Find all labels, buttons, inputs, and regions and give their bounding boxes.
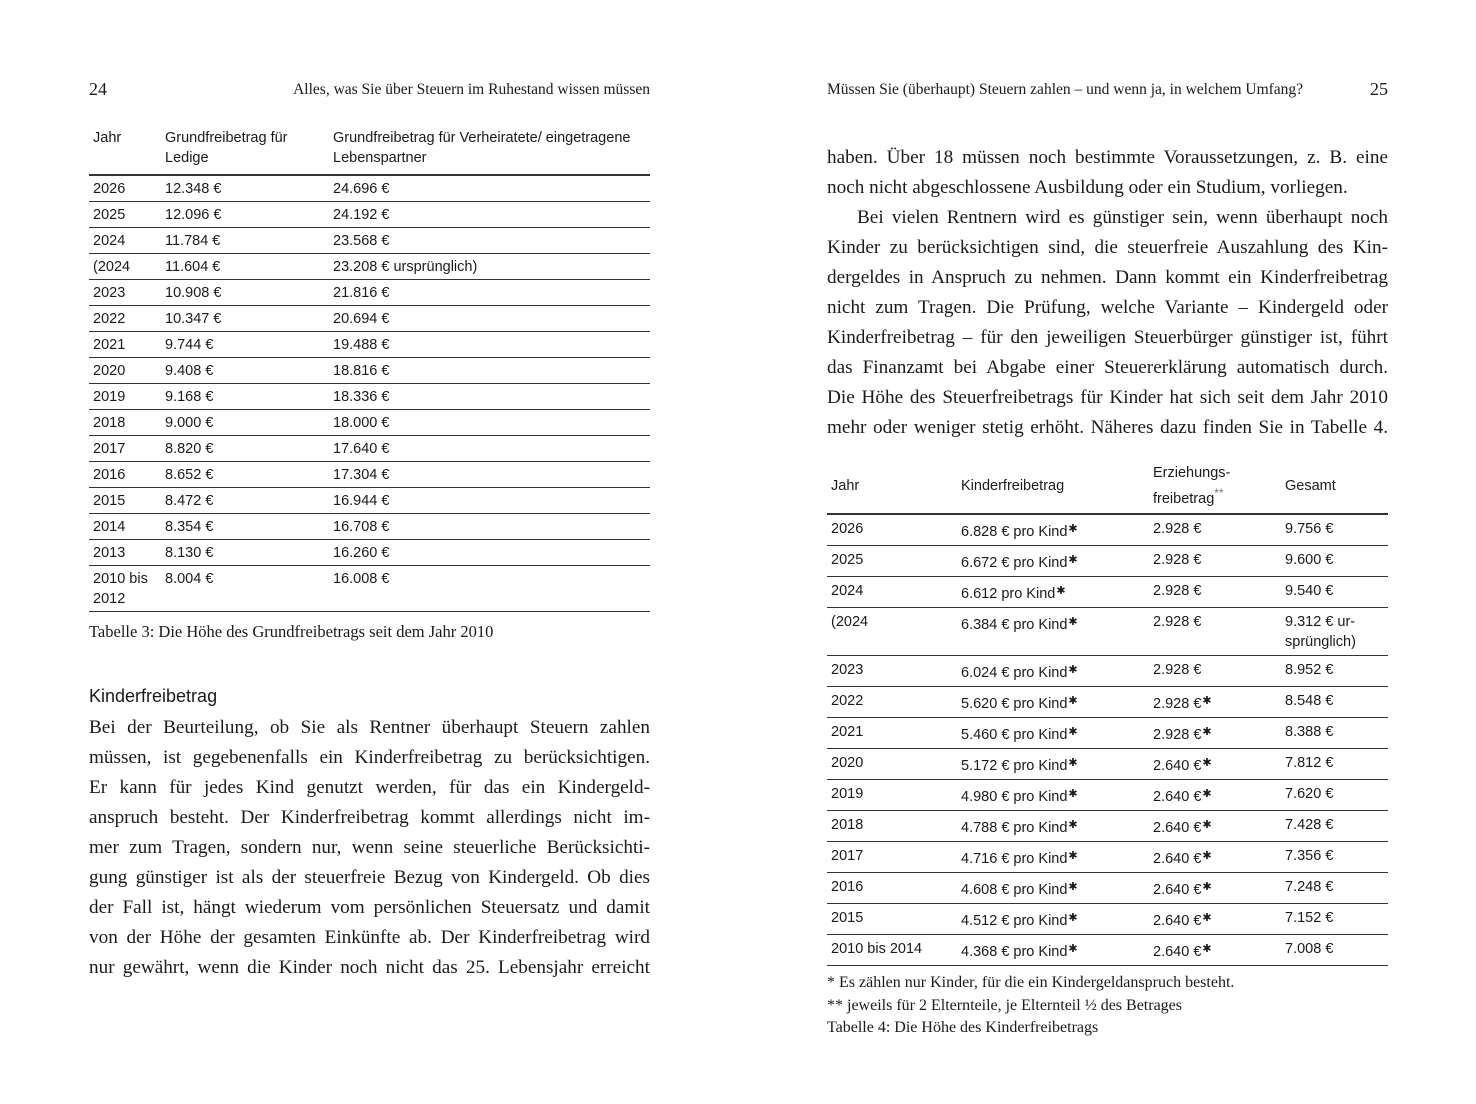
cell-gesamt-text: 8.548 € xyxy=(1285,692,1334,709)
asterisk-icon: ✱ xyxy=(1202,756,1212,769)
table-row xyxy=(89,514,650,540)
cell-year-text: 2021 xyxy=(831,723,864,740)
text-line: mer zum Tragen, sondern nur, wenn seine steuerliche Berücksichti- xyxy=(89,837,650,858)
asterisk-icon: ✱ xyxy=(1056,584,1066,597)
cell-kinderfreibetrag-text: 4.788 € pro Kind xyxy=(961,819,1068,836)
cell-ledige: 9.408 € xyxy=(161,358,329,384)
cell-ledige: 9.168 € xyxy=(161,384,329,410)
cell-year-text: 2023 xyxy=(831,661,864,678)
cell-year-text: 2016 xyxy=(831,878,864,895)
cell-year: 2024 xyxy=(89,228,161,254)
text-line: gung günstiger ist als der steuerfreie Bezug von Kindergeld. Ob dies xyxy=(89,867,650,888)
cell-erziehungsfreibetrag-text: 2.928 € xyxy=(1153,695,1202,712)
table-row xyxy=(827,872,1388,903)
cell-kinderfreibetrag-text: 6.024 € pro Kind xyxy=(961,664,1068,681)
cell-erziehungsfreibetrag xyxy=(1149,810,1281,841)
col-header-erziehungsfreibetrag xyxy=(1149,463,1281,514)
cell-kinderfreibetrag-text: 5.620 € pro Kind xyxy=(961,695,1068,712)
cell-year xyxy=(827,655,957,686)
cell-year: 2016 xyxy=(89,462,161,488)
asterisk-icon: ✱ xyxy=(1202,942,1212,955)
cell-ledige: 8.820 € xyxy=(161,436,329,462)
cell-kinderfreibetrag xyxy=(957,748,1149,779)
table-row xyxy=(89,540,650,566)
cell-erziehungsfreibetrag xyxy=(1149,655,1281,686)
asterisk-icon: ✱ xyxy=(1202,787,1212,800)
body-paragraph xyxy=(827,143,1388,443)
cell-verheiratete: 19.488 € xyxy=(329,332,650,358)
cell-kinderfreibetrag xyxy=(957,576,1149,607)
body-paragraph xyxy=(89,713,650,983)
asterisk-icon: ✱ xyxy=(1202,849,1212,862)
cell-gesamt-text: 7.620 € xyxy=(1285,785,1334,802)
cell-erziehungsfreibetrag xyxy=(1149,717,1281,748)
cell-verheiratete: 23.568 € xyxy=(329,228,650,254)
asterisk-icon: ✱ xyxy=(1202,880,1212,893)
table-row xyxy=(89,358,650,384)
cell-verheiratete: 17.304 € xyxy=(329,462,650,488)
cell-ledige: 12.096 € xyxy=(161,202,329,228)
cell-year xyxy=(827,872,957,903)
cell-year: 2023 xyxy=(89,280,161,306)
asterisk-icon: ✱ xyxy=(1068,694,1078,707)
cell-ledige: 9.000 € xyxy=(161,410,329,436)
text-line: Er kann für jedes Kind genutzt werden, für das ein Kindergeld- xyxy=(89,777,650,798)
text-line: haben. Über 18 müssen noch bestimmte Voraussetzungen, z. B. eine xyxy=(827,147,1388,168)
col-header-verheiratete: Grundfreibetrag für Verheiratete/ eingetragene Lebenspartner xyxy=(333,130,631,166)
cell-gesamt xyxy=(1281,903,1388,934)
cell-gesamt xyxy=(1281,576,1388,607)
cell-erziehungsfreibetrag xyxy=(1149,903,1281,934)
col-header-jahr: Jahr xyxy=(93,130,122,146)
asterisk-icon: ✱ xyxy=(1202,694,1212,707)
text-line: nicht zum Tragen. Die Prüfung, welche Variante – Kindergeld oder xyxy=(827,297,1388,318)
cell-year-text: 2024 xyxy=(831,582,864,599)
cell-verheiratete: 18.336 € xyxy=(329,384,650,410)
cell-year xyxy=(827,717,957,748)
cell-kinderfreibetrag xyxy=(957,607,1149,655)
cell-kinderfreibetrag xyxy=(957,903,1149,934)
cell-ledige: 8.004 € xyxy=(161,566,329,612)
cell-gesamt-text: 7.248 € xyxy=(1285,878,1334,895)
table-row xyxy=(89,462,650,488)
cell-kinderfreibetrag-text: 5.460 € pro Kind xyxy=(961,726,1068,743)
cell-year: 2025 xyxy=(89,202,161,228)
text-line: von der Höhe der gesamten Einkünfte ab. Der Kinderfreibetrag wird xyxy=(89,927,650,948)
cell-erziehungsfreibetrag xyxy=(1149,514,1281,546)
right-page xyxy=(827,0,1388,1104)
cell-gesamt xyxy=(1281,686,1388,717)
cell-year-text: 2015 xyxy=(831,909,864,926)
cell-verheiratete: 17.640 € xyxy=(329,436,650,462)
footnote: * Es zählen nur Kinder, für die ein Kindergeldanspruch besteht. xyxy=(827,974,1235,991)
asterisk-icon: ✱ xyxy=(1068,911,1078,924)
cell-year: 2018 xyxy=(89,410,161,436)
cell-erziehungsfreibetrag-text: 2.640 € xyxy=(1153,881,1202,898)
cell-verheiratete: 16.944 € xyxy=(329,488,650,514)
page-number: 24 xyxy=(89,79,107,99)
cell-gesamt xyxy=(1281,655,1388,686)
text-line: Bei vielen Rentnern wird es günstiger sein, wenn überhaupt noch xyxy=(857,207,1388,228)
cell-year-text: 2026 xyxy=(831,520,864,537)
cell-gesamt-text: 9.756 € xyxy=(1285,520,1334,537)
cell-erziehungsfreibetrag-text: 2.928 € xyxy=(1153,520,1202,537)
table-header-row xyxy=(89,128,650,175)
table-kinderfreibetrag xyxy=(827,463,1388,966)
cell-gesamt xyxy=(1281,514,1388,546)
table-row xyxy=(89,254,650,280)
cell-ledige: 8.130 € xyxy=(161,540,329,566)
cell-erziehungsfreibetrag-text: 2.928 € xyxy=(1153,582,1202,599)
table-row xyxy=(89,566,650,612)
running-head xyxy=(827,80,1388,102)
cell-year: 2026 xyxy=(89,175,161,202)
cell-erziehungsfreibetrag xyxy=(1149,748,1281,779)
cell-year-text: 2020 xyxy=(831,754,864,771)
col-header-jahr: Jahr xyxy=(831,477,860,494)
text-line: Kinder zu berücksichtigen sind, die steuerfreie Auszahlung des Kin- xyxy=(827,237,1388,258)
cell-year: 2015 xyxy=(89,488,161,514)
table-row xyxy=(827,903,1388,934)
col-header-gesamt: Gesamt xyxy=(1285,477,1336,494)
cell-verheiratete: 21.816 € xyxy=(329,280,650,306)
left-page xyxy=(89,0,650,1104)
cell-ledige: 8.354 € xyxy=(161,514,329,540)
cell-year-text: 2010 bis 2014 xyxy=(831,940,923,957)
asterisk-icon: ✱ xyxy=(1202,911,1212,924)
table-row xyxy=(827,779,1388,810)
asterisk-icon: ✱ xyxy=(1068,522,1078,535)
cell-gesamt xyxy=(1281,872,1388,903)
cell-kinderfreibetrag-text: 6.384 € pro Kind xyxy=(961,616,1068,633)
col-header-text: Erziehungs- freibetrag xyxy=(1153,465,1231,507)
cell-year: (2024 xyxy=(89,254,161,280)
cell-gesamt-text: 9.312 € ur- sprünglich) xyxy=(1285,613,1356,650)
cell-year xyxy=(827,748,957,779)
cell-kinderfreibetrag xyxy=(957,934,1149,965)
table-row xyxy=(827,655,1388,686)
cell-kinderfreibetrag-text: 4.512 € pro Kind xyxy=(961,912,1068,929)
cell-gesamt xyxy=(1281,934,1388,965)
asterisk-icon: ✱ xyxy=(1068,615,1078,628)
cell-verheiratete: 16.260 € xyxy=(329,540,650,566)
table-row xyxy=(827,841,1388,872)
cell-year-text: 2025 xyxy=(831,551,864,568)
cell-gesamt-text: 9.540 € xyxy=(1285,582,1334,599)
running-head-title: Müssen Sie (überhaupt) Steuern zahlen – und wenn ja, in welchem Umfang? xyxy=(827,81,1304,98)
cell-erziehungsfreibetrag xyxy=(1149,841,1281,872)
cell-year xyxy=(827,607,957,655)
cell-erziehungsfreibetrag-text: 2.640 € xyxy=(1153,850,1202,867)
cell-year: 2013 xyxy=(89,540,161,566)
table-row xyxy=(89,202,650,228)
table-row xyxy=(89,332,650,358)
cell-kinderfreibetrag-text: 6.828 € pro Kind xyxy=(961,523,1068,540)
text-line: nur gewährt, wenn die Kinder noch nicht das 25. Lebensjahr erreicht xyxy=(89,957,650,978)
table-caption: Tabelle 4: Die Höhe des Kinderfreibetrags xyxy=(827,1019,1099,1036)
cell-year xyxy=(827,934,957,965)
table-header-row xyxy=(827,463,1388,514)
cell-ledige: 10.908 € xyxy=(161,280,329,306)
footnote-mark: ** xyxy=(1214,486,1224,500)
cell-kinderfreibetrag xyxy=(957,717,1149,748)
cell-verheiratete: 16.708 € xyxy=(329,514,650,540)
cell-erziehungsfreibetrag-text: 2.640 € xyxy=(1153,788,1202,805)
cell-gesamt-text: 7.428 € xyxy=(1285,816,1334,833)
cell-ledige: 10.347 € xyxy=(161,306,329,332)
cell-erziehungsfreibetrag xyxy=(1149,545,1281,576)
text-line: noch nicht abgeschlossene Ausbildung oder ein Studium, vorliegen. xyxy=(827,177,1348,198)
cell-kinderfreibetrag-text: 5.172 € pro Kind xyxy=(961,757,1068,774)
text-line: der Fall ist, hängt wiederum vom persönlichen Steuersatz und damit xyxy=(89,897,650,918)
cell-gesamt-text: 7.356 € xyxy=(1285,847,1334,864)
table-row xyxy=(827,717,1388,748)
cell-erziehungsfreibetrag-text: 2.640 € xyxy=(1153,819,1202,836)
cell-kinderfreibetrag xyxy=(957,655,1149,686)
cell-kinderfreibetrag xyxy=(957,514,1149,546)
cell-verheiratete: 20.694 € xyxy=(329,306,650,332)
table-row xyxy=(827,748,1388,779)
cell-kinderfreibetrag-text: 4.608 € pro Kind xyxy=(961,881,1068,898)
cell-verheiratete: 23.208 € ursprünglich) xyxy=(329,254,650,280)
page-number: 25 xyxy=(1370,79,1388,99)
cell-ledige: 12.348 € xyxy=(161,175,329,202)
cell-ledige: 11.604 € xyxy=(161,254,329,280)
table-row xyxy=(827,934,1388,965)
cell-ledige: 11.784 € xyxy=(161,228,329,254)
cell-verheiratete: 24.192 € xyxy=(329,202,650,228)
text-line: das Finanzamt bei Abgabe einer Steuererklärung automatisch durch. xyxy=(827,357,1388,378)
cell-year xyxy=(827,779,957,810)
table-row xyxy=(89,384,650,410)
cell-gesamt xyxy=(1281,810,1388,841)
cell-erziehungsfreibetrag-text: 2.640 € xyxy=(1153,757,1202,774)
cell-year-text: (2024 xyxy=(831,613,869,630)
cell-kinderfreibetrag xyxy=(957,841,1149,872)
cell-erziehungsfreibetrag xyxy=(1149,872,1281,903)
col-header-kinderfreibetrag: Kinderfreibetrag xyxy=(961,477,1065,494)
cell-verheiratete: 18.816 € xyxy=(329,358,650,384)
cell-erziehungsfreibetrag-text: 2.928 € xyxy=(1153,661,1202,678)
cell-year-text: 2018 xyxy=(831,816,864,833)
cell-kinderfreibetrag-text: 6.672 € pro Kind xyxy=(961,554,1068,571)
cell-year: 2014 xyxy=(89,514,161,540)
cell-kinderfreibetrag xyxy=(957,545,1149,576)
cell-gesamt xyxy=(1281,717,1388,748)
cell-gesamt-text: 7.008 € xyxy=(1285,940,1334,957)
cell-year xyxy=(827,514,957,546)
cell-erziehungsfreibetrag-text: 2.928 € xyxy=(1153,726,1202,743)
cell-erziehungsfreibetrag-text: 2.640 € xyxy=(1153,912,1202,929)
cell-erziehungsfreibetrag xyxy=(1149,576,1281,607)
cell-kinderfreibetrag-text: 4.716 € pro Kind xyxy=(961,850,1068,867)
col-header-ledige: Grundfreibetrag für Ledige xyxy=(165,130,288,166)
cell-kinderfreibetrag-text: 4.368 € pro Kind xyxy=(961,943,1068,960)
text-line: dergeldes in Anspruch zu nehmen. Dann kommt ein Kinderfreibetrag xyxy=(827,267,1388,288)
cell-gesamt xyxy=(1281,748,1388,779)
cell-year: 2020 xyxy=(89,358,161,384)
text-line: Die Höhe des Steuerfreibetrags für Kinder hat sich seit dem Jahr 2010 xyxy=(827,387,1388,408)
cell-gesamt xyxy=(1281,545,1388,576)
table-row xyxy=(827,686,1388,717)
cell-verheiratete: 18.000 € xyxy=(329,410,650,436)
asterisk-icon: ✱ xyxy=(1068,787,1078,800)
cell-ledige: 8.652 € xyxy=(161,462,329,488)
cell-gesamt-text: 9.600 € xyxy=(1285,551,1334,568)
asterisk-icon: ✱ xyxy=(1068,849,1078,862)
footnote: ** jeweils für 2 Elternteile, je Elternteil ½ des Betrages xyxy=(827,996,1182,1014)
table-row xyxy=(827,545,1388,576)
asterisk-icon: ✱ xyxy=(1202,725,1212,738)
cell-erziehungsfreibetrag xyxy=(1149,934,1281,965)
cell-year: 2017 xyxy=(89,436,161,462)
table-row xyxy=(89,488,650,514)
running-head xyxy=(89,80,650,102)
text-line: müssen, ist gegebenenfalls ein Kinderfreibetrag zu berücksichtigen. xyxy=(89,747,650,768)
cell-kinderfreibetrag xyxy=(957,810,1149,841)
table-caption: Tabelle 3: Die Höhe des Grundfreibetrags seit dem Jahr 2010 xyxy=(89,622,494,641)
table-grundfreibetrag xyxy=(89,128,650,612)
table-row xyxy=(827,810,1388,841)
running-head-title: Alles, was Sie über Steuern im Ruhestand wissen müssen xyxy=(293,81,650,98)
table-row xyxy=(827,576,1388,607)
asterisk-icon: ✱ xyxy=(1202,818,1212,831)
asterisk-icon: ✱ xyxy=(1068,756,1078,769)
cell-gesamt-text: 7.812 € xyxy=(1285,754,1334,771)
text-line: Kinderfreibetrag – für den jeweiligen Steuerbürger günstiger ist, führt xyxy=(827,327,1388,348)
cell-kinderfreibetrag xyxy=(957,686,1149,717)
asterisk-icon: ✱ xyxy=(1068,942,1078,955)
table-row xyxy=(827,607,1388,655)
table-row xyxy=(89,410,650,436)
cell-kinderfreibetrag-text: 4.980 € pro Kind xyxy=(961,788,1068,805)
cell-erziehungsfreibetrag xyxy=(1149,607,1281,655)
cell-erziehungsfreibetrag-text: 2.640 € xyxy=(1153,943,1202,960)
cell-year-text: 2022 xyxy=(831,692,864,709)
cell-verheiratete: 16.008 € xyxy=(329,566,650,612)
cell-year: 2021 xyxy=(89,332,161,358)
cell-kinderfreibetrag xyxy=(957,872,1149,903)
cell-kinderfreibetrag xyxy=(957,779,1149,810)
cell-gesamt-text: 8.388 € xyxy=(1285,723,1334,740)
asterisk-icon: ✱ xyxy=(1068,663,1078,676)
asterisk-icon: ✱ xyxy=(1068,553,1078,566)
table-row xyxy=(89,436,650,462)
cell-year-text: 2017 xyxy=(831,847,864,864)
text-line: mehr oder weniger stetig erhöht. Näheres dazu finden Sie in Tabelle 4. xyxy=(827,417,1388,438)
cell-gesamt xyxy=(1281,841,1388,872)
cell-year xyxy=(827,686,957,717)
text-line: anspruch besteht. Der Kinderfreibetrag kommt allerdings nicht im- xyxy=(89,807,650,828)
table-row xyxy=(89,228,650,254)
cell-year xyxy=(827,545,957,576)
cell-erziehungsfreibetrag xyxy=(1149,686,1281,717)
cell-gesamt xyxy=(1281,607,1388,655)
cell-erziehungsfreibetrag-text: 2.928 € xyxy=(1153,551,1202,568)
table-row xyxy=(827,514,1388,546)
cell-year: 2010 bis 2012 xyxy=(89,566,161,612)
cell-year xyxy=(827,903,957,934)
asterisk-icon: ✱ xyxy=(1068,818,1078,831)
cell-gesamt xyxy=(1281,779,1388,810)
table-row xyxy=(89,306,650,332)
cell-year: 2022 xyxy=(89,306,161,332)
cell-year xyxy=(827,810,957,841)
cell-erziehungsfreibetrag xyxy=(1149,779,1281,810)
cell-erziehungsfreibetrag-text: 2.928 € xyxy=(1153,613,1202,630)
asterisk-icon: ✱ xyxy=(1068,725,1078,738)
text-line: Bei der Beurteilung, ob Sie als Rentner überhaupt Steuern zahlen xyxy=(89,717,650,738)
cell-verheiratete: 24.696 € xyxy=(329,175,650,202)
table-footnotes xyxy=(827,972,1234,1040)
cell-kinderfreibetrag-text: 6.612 pro Kind xyxy=(961,585,1056,602)
cell-ledige: 9.744 € xyxy=(161,332,329,358)
asterisk-icon: ✱ xyxy=(1068,880,1078,893)
table-row xyxy=(89,175,650,202)
cell-year xyxy=(827,576,957,607)
cell-gesamt-text: 8.952 € xyxy=(1285,661,1334,678)
cell-year: 2019 xyxy=(89,384,161,410)
cell-ledige: 8.472 € xyxy=(161,488,329,514)
cell-year-text: 2019 xyxy=(831,785,864,802)
cell-gesamt-text: 7.152 € xyxy=(1285,909,1334,926)
table-row xyxy=(89,280,650,306)
cell-year xyxy=(827,841,957,872)
section-heading: Kinderfreibetrag xyxy=(89,686,218,706)
